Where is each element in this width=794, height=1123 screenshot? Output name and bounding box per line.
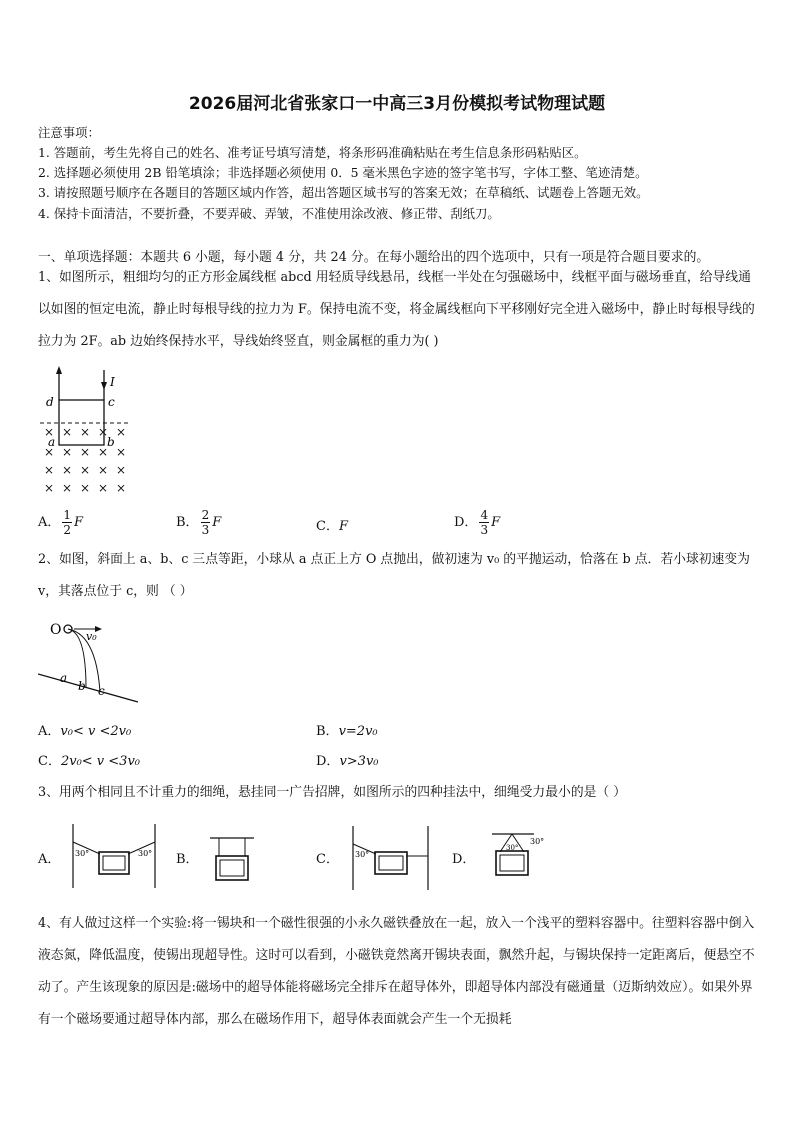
angle-label: 30° <box>138 849 153 858</box>
field-cross: × <box>44 425 55 439</box>
field-cross: × <box>62 481 73 495</box>
question-4-text: 4、有人做过这样一个实验:将一锡块和一个磁性很强的小永久磁铁叠放在一起，放入一个浅平的塑料容器中。往塑料容器中倒入液态氮，降低温度，使锡出现超导性。这时可以看到，小磁铁竟然离开锡块表面，飘然升起，与锡块保持一定距离后，便悬空不动了。产生该现象的原因是:磁场中的超导体能将磁场完全排斥在超导体外，即超导体内部没有磁通量（迈斯纳效应）。如果外界有一个磁场要通过超导体内部，那么在磁场作用下，超导体表面就会产生一个无损耗 <box>38 916 755 1027</box>
field-cross: × <box>80 481 91 495</box>
notice-item: 3. 请按照题号顺序在各题目的答题区域内作答，超出答题区域书写的答案无效；在草稿纸、试题卷上答题无效。 <box>38 185 649 200</box>
q3-figure-a <box>68 824 160 888</box>
label-current: I <box>110 375 115 389</box>
q2-option-c: C．2v₀< v <3v₀ <box>38 754 141 769</box>
field-cross: × <box>98 463 109 477</box>
field-cross: × <box>98 445 109 459</box>
q3-option-a-label: A． <box>38 852 61 867</box>
q2-option-b: B．v=2v₀ <box>316 724 378 739</box>
field-cross: × <box>116 445 127 459</box>
question-2-text: 2、如图，斜面上 a、b、c 三点等距，小球从 a 点正上方 O 点抛出，做初速为 v₀ 的平抛运动，恰落在 b 点．若小球初速变为 v，其落点位于 c，则 （ ） <box>38 552 750 599</box>
label-c: c <box>98 684 105 698</box>
label-d: d <box>46 395 54 409</box>
label-a: a <box>60 671 68 685</box>
q3-option-b-label: B． <box>176 852 199 867</box>
q3-option-d-label: D． <box>452 852 476 867</box>
field-cross: × <box>80 463 91 477</box>
field-cross: × <box>44 481 55 495</box>
q3-figure-c <box>348 826 432 890</box>
field-cross: × <box>98 425 109 439</box>
label-a: a <box>48 435 56 449</box>
field-cross: × <box>116 463 127 477</box>
label-c: c <box>108 395 115 409</box>
label-b: b <box>78 679 86 693</box>
field-cross: × <box>80 445 91 459</box>
field-cross: × <box>116 425 127 439</box>
q1-option-d: D． $\frac{4}{3}$ F <box>454 508 501 537</box>
q1-option-b: B． $\frac{2}{3}$ F <box>176 508 222 537</box>
notice-heading: 注意事项： <box>38 125 100 140</box>
question-2-figure <box>38 618 142 708</box>
question-1-text: 1、如图所示，粗细均匀的正方形金属线框 abcd 用轻质导线悬吊，线框一半处在匀强磁场中，线框平面与磁场垂直，给导线通以如图的恒定电流，静止时每根导线的拉力为 F。保持电流不变，将金属线框向下平移刚好完全进入磁场中，静止时每根导线的拉力为 2F。ab 边始终保持水平，导线始终竖直，则金属框的重力为( ) <box>38 270 755 349</box>
field-cross: × <box>98 481 109 495</box>
notice-item: 4. 保持卡面清洁，不要折叠，不要弄破、弄皱，不准使用涂改液、修正带、刮纸刀。 <box>38 206 500 221</box>
label-O: O <box>50 622 62 638</box>
label-b: b <box>107 435 115 449</box>
q1-option-c: C．F <box>316 519 348 534</box>
angle-label: 30° <box>506 844 519 852</box>
field-cross: × <box>62 463 73 477</box>
q2-option-a: A．v₀< v <2v₀ <box>38 724 132 739</box>
section-heading: 一、单项选择题：本题共 6 小题，每小题 4 分，共 24 分。在每小题给出的四个选项中，只有一项是符合题目要求的。 <box>38 250 710 265</box>
q3-option-c-label: C． <box>316 852 339 867</box>
field-cross: × <box>62 445 73 459</box>
notice-item: 2. 选择题必须使用 2B 铅笔填涂；非选择题必须使用 0．5 毫米黑色字迹的签字笔书写，字体工整、笔迹清楚。 <box>38 165 648 180</box>
field-cross: × <box>62 425 73 439</box>
label-v0: v₀ <box>86 630 97 643</box>
notice-item: 1. 答题前，考生先将自己的姓名、准考证号填写清楚，将条形码准确粘贴在考生信息条形码粘贴区。 <box>38 145 587 160</box>
field-cross: × <box>44 445 55 459</box>
q3-figure-b <box>210 836 254 886</box>
field-cross: × <box>80 425 91 439</box>
q3-figure-d <box>488 830 554 880</box>
angle-label: 30° <box>75 849 90 858</box>
question-1-figure <box>38 366 138 498</box>
question-3-text: 3、用两个相同且不计重力的细绳，悬挂同一广告招牌，如图所示的四种挂法中，细绳受力最小的是（ ） <box>38 785 627 800</box>
page-title: 2026届河北省张家口一中高三3月份模拟考试物理试题 <box>188 94 606 114</box>
field-cross: × <box>116 481 127 495</box>
field-cross: × <box>44 463 55 477</box>
q2-option-d: D．v>3v₀ <box>316 754 379 769</box>
angle-label: 30° <box>355 850 370 859</box>
q1-option-a: A． $\frac{1}{2}$ F <box>38 508 84 537</box>
angle-label: 30° <box>530 837 545 846</box>
